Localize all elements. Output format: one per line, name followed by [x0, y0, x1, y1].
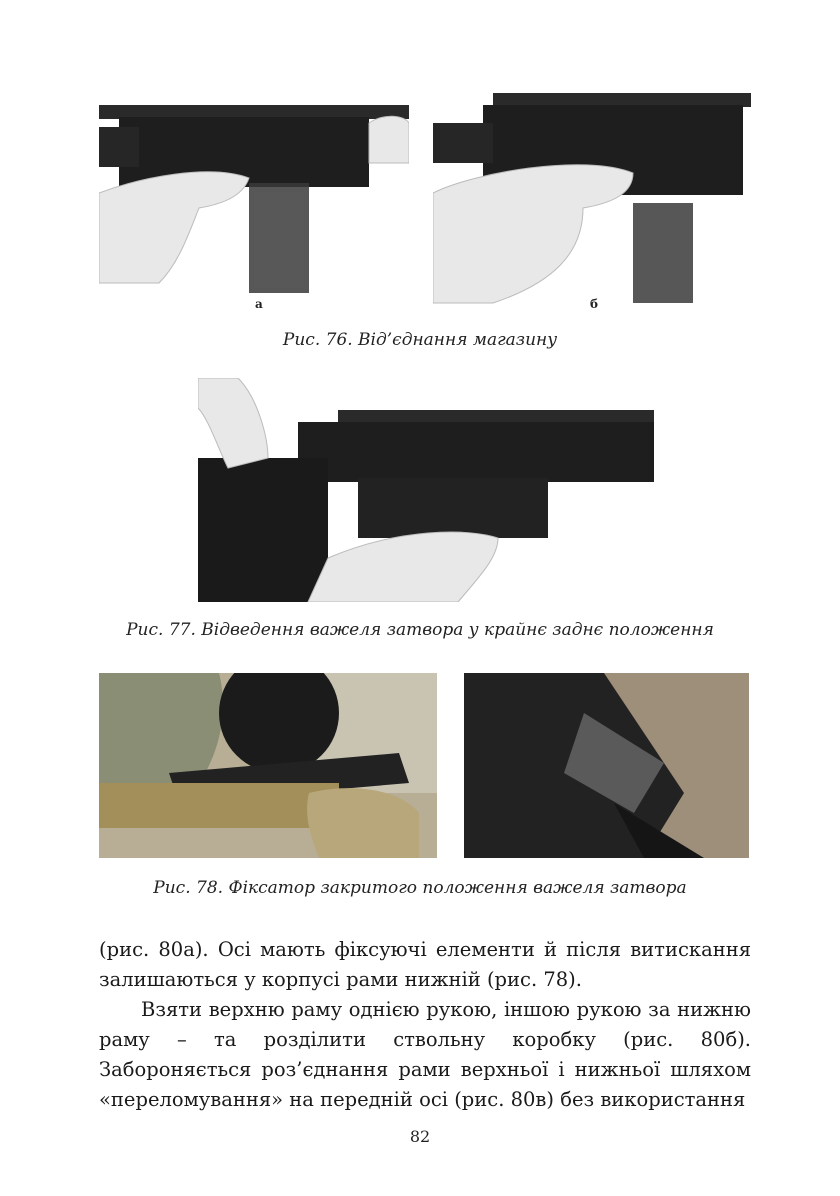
paragraph-2: Взяти верхню раму однією рукою, іншою рукою за нижню раму – та розділити ствольну коробку (рис. 80б). Забороняється роз’єднання рами верхньої і нижньої шляхом «переломування» на передній осі (рис. 80в) без використання: [99, 998, 751, 1111]
figure-76b-label: б: [590, 297, 599, 311]
figure-76-caption: Рис. 76. Від’єднання магазину: [282, 330, 558, 350]
page-number: 82: [409, 1127, 431, 1146]
figure-78-left-photo: [99, 673, 437, 858]
figure-77-caption: Рис. 77. Відведення важеля затвора у крайнє заднє положення: [126, 620, 714, 640]
figure-76a-label: а: [255, 297, 263, 311]
figure-76b-photo: [433, 83, 751, 309]
figure-78-caption: Рис. 78. Фіксатор закритого положення важеля затвора: [153, 878, 687, 898]
figure-77-photo: [198, 378, 654, 602]
paragraph-1: (рис. 80а). Осі мають фіксуючі елементи й після витискання залишаються у корпусі рами нижній (рис. 78).: [99, 938, 751, 991]
body-text: [99, 935, 751, 1115]
figure-78-right-photo: [464, 673, 749, 858]
figure-76a-photo: [99, 83, 409, 309]
